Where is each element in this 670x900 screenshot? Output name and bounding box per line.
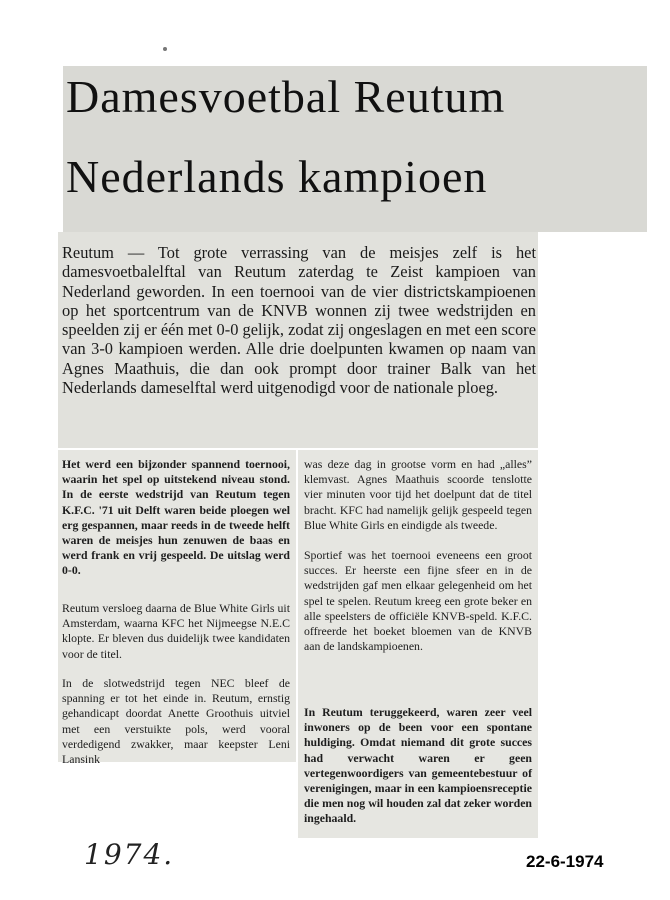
column-2-paragraph-3: In Reutum teruggekeerd, waren zeer veel inwoners op de been voor een spontane huldiging. Omdat niemand dit grote succes had verwacht waren er geen vertegenwoordigers van gemeentebestuur of verenigingen, maar in een kampioensreceptie die men nog wil houden zal dat zeker worden ingehaald. bbox=[304, 705, 532, 826]
lead-paragraph: Reutum — Tot grote verrassing van de meisjes zelf is het damesvoetbalelftal van Reutum zaterdag te Zeist kampioen van Nederland geworden. In een toernooi van de vier districtskampioenen op het sportcentrum van de KNVB wonnen zij twee wedstrijden en speelden zij er één met 0-0 gelijk, zodat zij ongeslagen en met een score van 3-0 kampioen werden. Alle drie doelpunten kwamen op naam van Agnes Maathuis, die dan ook prompt door trainer Balk van het Nederlands dameselftal werd uitgenodigd voor de nationale ploeg. bbox=[62, 243, 536, 398]
column-1-paragraph-3: In de slotwedstrijd tegen NEC bleef de spanning er tot het einde in. Reutum, ernstig gehandicapt doordat Anette Groothuis uitviel met een verstuikte pols, werd vooral verdedigend zwakker, maar keepster Leni Lansink bbox=[62, 676, 290, 767]
column-1-paragraph-2: Reutum versloeg daarna de Blue White Girls uit Amsterdam, waarna KFC het Nijmeegse N.E.C klopte. Er bleven dus duidelijk twee kandidaten voor de titel. bbox=[62, 601, 290, 661]
column-1-paragraph-1: Het werd een bijzonder spannend toernooi, waarin het spel op uitstekend niveau stond. In de eerste wedstrijd van Reutum tegen K.F.C. '71 uit Delft waren beide ploegen wel erg gespannen, maar reeds in de tweede helft waren de meisjes hun zenuwen de baas en werd frank en vrij gespeeld. De uitslag werd 0-0. bbox=[62, 457, 290, 578]
column-2-paragraph-1: was deze dag in grootse vorm en had „alles” klemvast. Agnes Maathuis scoorde tenslotte vier minuten voor tijd het doelpunt dat de titel bracht. KFC had namelijk gelijk gespeeld tegen Blue White Girls en eindigde als tweede. bbox=[304, 457, 532, 532]
headline-line-2: Nederlands kampioen bbox=[66, 151, 488, 202]
column-2-paragraph-2: Sportief was het toernooi eveneens een groot succes. Er heerste een fijne sfeer en in de wedstrijden gaf men elkaar gelegenheid om het spel te spelen. Reutum kreeg een grote beker en alle speelsters de officiële KNVB-speld. K.F.C. offreerde het boeket bloemen van de KNVB aan de landskampioenen. bbox=[304, 548, 532, 654]
date-label: 22-6-1974 bbox=[526, 852, 604, 871]
headline-line-1: Damesvoetbal Reutum bbox=[66, 71, 506, 122]
paper-speck bbox=[163, 47, 167, 51]
handwritten-year: 1974. bbox=[84, 838, 175, 871]
